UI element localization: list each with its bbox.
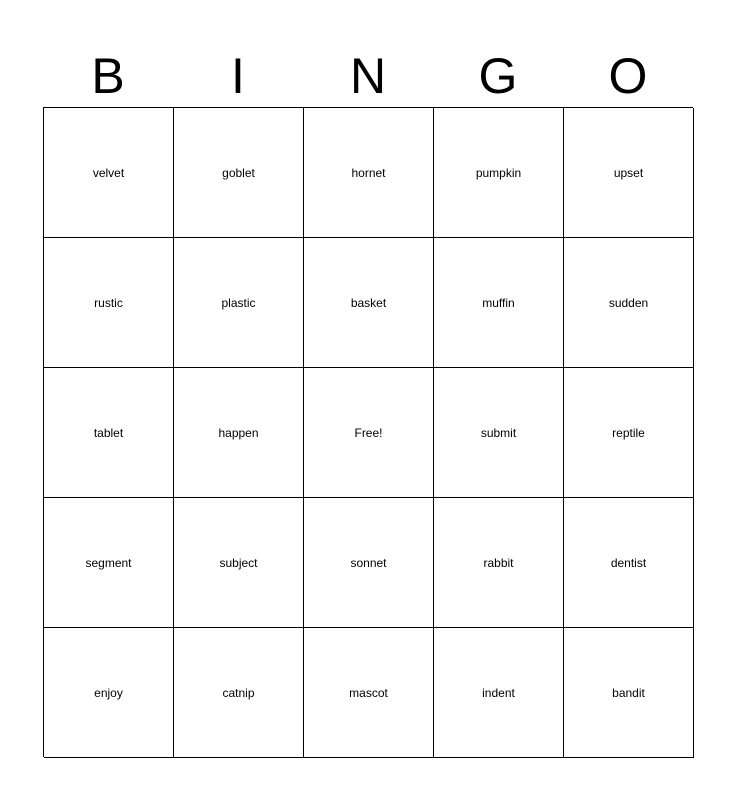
- bingo-cell[interactable]: mascot: [304, 628, 434, 758]
- bingo-cell[interactable]: upset: [564, 108, 694, 238]
- bingo-cell[interactable]: rabbit: [434, 498, 564, 628]
- bingo-cell[interactable]: plastic: [174, 238, 304, 368]
- bingo-cell[interactable]: hornet: [304, 108, 434, 238]
- bingo-cell[interactable]: basket: [304, 238, 434, 368]
- bingo-cell[interactable]: rustic: [44, 238, 174, 368]
- bingo-cell[interactable]: tablet: [44, 368, 174, 498]
- header-letter-b: B: [91, 48, 125, 104]
- header-letter-g: G: [478, 48, 518, 104]
- bingo-cell[interactable]: subject: [174, 498, 304, 628]
- bingo-cell[interactable]: pumpkin: [434, 108, 564, 238]
- bingo-cell[interactable]: goblet: [174, 108, 304, 238]
- bingo-cell[interactable]: submit: [434, 368, 564, 498]
- bingo-cell[interactable]: segment: [44, 498, 174, 628]
- bingo-cell[interactable]: muffin: [434, 238, 564, 368]
- bingo-cell[interactable]: bandit: [564, 628, 694, 758]
- bingo-cell[interactable]: sonnet: [304, 498, 434, 628]
- header-letter-o: O: [608, 48, 648, 104]
- bingo-cell[interactable]: happen: [174, 368, 304, 498]
- bingo-cell[interactable]: dentist: [564, 498, 694, 628]
- bingo-cell[interactable]: sudden: [564, 238, 694, 368]
- header-letter-n: N: [349, 48, 387, 104]
- bingo-cell[interactable]: catnip: [174, 628, 304, 758]
- bingo-cell-free-space[interactable]: Free!: [304, 368, 434, 498]
- bingo-cell[interactable]: indent: [434, 628, 564, 758]
- bingo-cell[interactable]: velvet: [44, 108, 174, 238]
- bingo-cell[interactable]: enjoy: [44, 628, 174, 758]
- bingo-header: [43, 48, 693, 104]
- header-letter-i: I: [231, 48, 245, 104]
- bingo-card-grid: [43, 107, 693, 757]
- bingo-cell[interactable]: reptile: [564, 368, 694, 498]
